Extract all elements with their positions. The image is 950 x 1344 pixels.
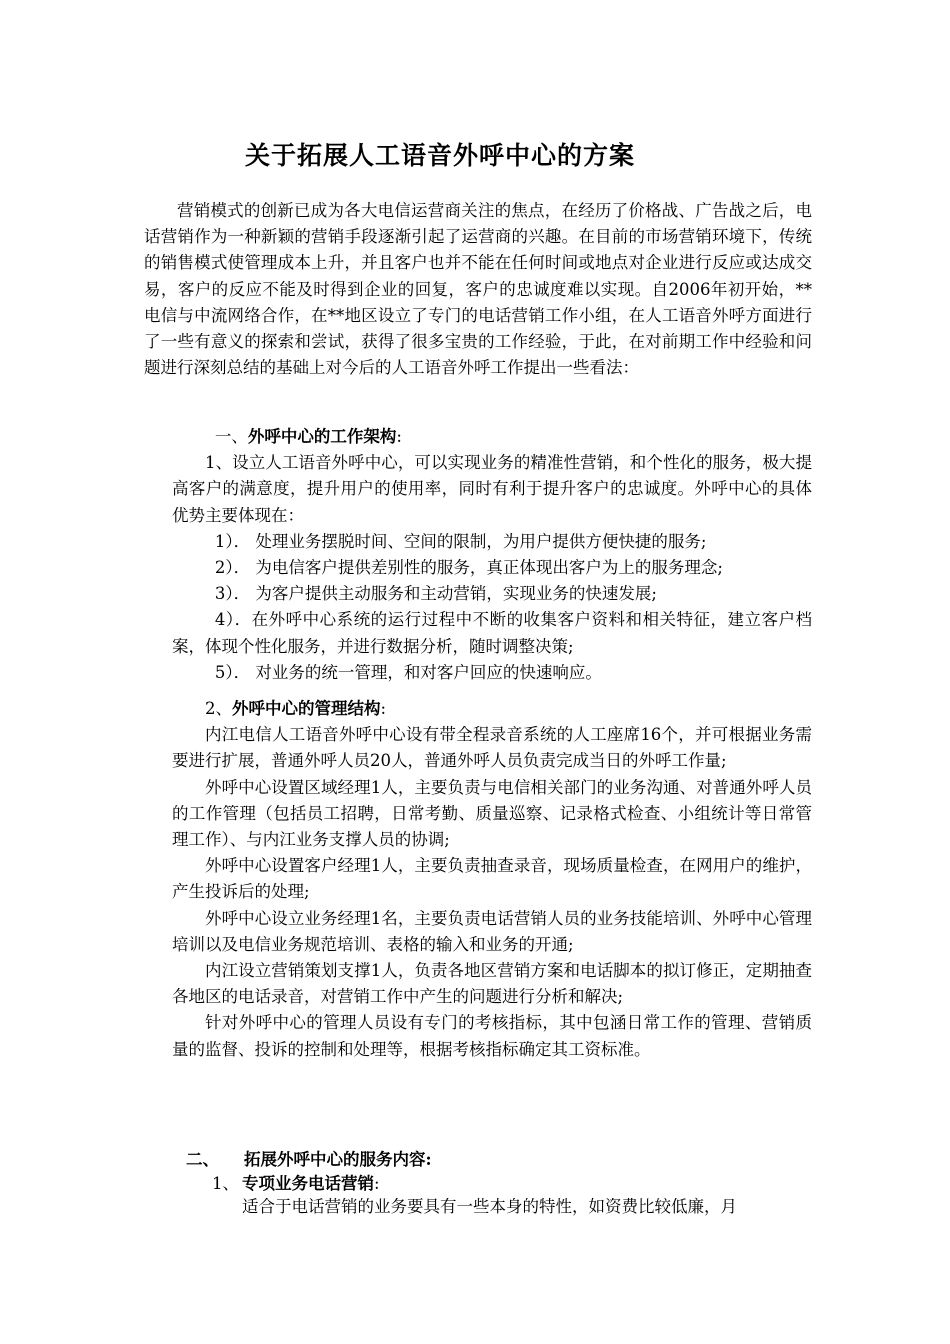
section-1b-heading-prefix: 2、 — [205, 699, 232, 718]
section-2-sub-number: 1、 — [212, 1174, 239, 1193]
section-1b — [172, 696, 812, 1063]
section-2-subheading — [212, 1170, 380, 1194]
list-item: 2）． 为电信客户提供差别性的服务，真正体现出客户为上的服务理念; — [214, 558, 723, 578]
document-title: 关于拓展人工语音外呼中心的方案 — [244, 141, 635, 170]
section-2-number: 二、 — [186, 1150, 219, 1169]
list-item: 3）． 为客户提供主动服务和主动营销，实现业务的快速发展; — [214, 584, 657, 604]
section-1b-paragraph: 外呼中心设置区域经理1人，主要负责与电信相关部门的业务沟通、对普通外呼人员的工作管理（包括员工招聘，日常考勤、质量巡察、记录格式检查、小组统计等日常管理工作）、与内江业务支撑人员的协调; — [172, 777, 812, 850]
section-2-heading-text: 拓展外呼中心的服务内容: — [244, 1150, 432, 1169]
section-2-heading — [186, 1146, 432, 1170]
section-1b-paragraph: 外呼中心设置客户经理1人，主要负责抽查录音，现场质量检查，在网用户的维护，产生投诉后的处理; — [172, 856, 812, 902]
section-1-paragraph: 1、设立人工语音外呼中心，可以实现业务的精准性营销，和个性化的服务，极大提高客户的满意度，提升用户的使用率，同时有利于提升客户的忠诚度。外呼中心的具体优势主要体现在： — [172, 453, 812, 525]
intro-paragraph: 营销模式的创新已成为各大电信运营商关注的焦点，在经历了价格战、广告战之后，电话营销作为一种新颖的营销手段逐渐引起了运营商的兴趣。在目前的市场营销环境下，传统的销售模式使管理成本上升，并且客户也并不能在任何时间或地点对企业进行反应或达成交易，客户的反应不能及时得到企业的回复，客户的忠诚度难以实现。自2006年初开始，**电信与中流网络合作，在**地区设立了专门的电话营销工作小组，在人工语音外呼方面进行了一些有意义的探索和尝试，获得了很多宝贵的工作经验，于此，在对前期工作中经验和问题进行深刻总结的基础上对今后的人工语音外呼工作提出一些看法： — [144, 201, 812, 378]
section-1 — [172, 424, 812, 686]
intro-section — [144, 198, 812, 381]
section-2-sub-text: 专项业务电话营销 — [242, 1174, 374, 1193]
section-1b-heading-colon: : — [380, 699, 387, 718]
section-1b-paragraph: 外呼中心设立业务经理1名，主要负责电话营销人员的业务技能培训、外呼中心管理培训以及电信业务规范培训、表格的输入和业务的开通; — [172, 908, 812, 954]
section-1b-heading — [172, 696, 812, 722]
section-1-heading-colon: : — [396, 427, 402, 446]
section-1b-paragraph: 内江设立营销策划支撑1人，负责各地区营销方案和电话脚本的拟订修正，定期抽查各地区的电话录音，对营销工作中产生的问题进行分析和解决; — [172, 961, 812, 1007]
section-1b-heading-text: 外呼中心的管理结构 — [232, 699, 381, 718]
section-1-heading-text: 外呼中心的工作架构 — [247, 427, 397, 446]
list-item: 5）． 对业务的统一管理，和对客户回应的快速响应。 — [214, 662, 602, 682]
section-1b-paragraph: 针对外呼中心的管理人员设有专门的考核指标，其中包涵日常工作的管理、营销质量的监督、投诉的控制和处理等，根据考核指标确定其工资标准。 — [172, 1013, 812, 1059]
section-1-heading — [172, 424, 812, 450]
section-2-sub-colon: : — [374, 1174, 380, 1193]
section-2-body: 适合于电话营销的业务要具有一些本身的特性，如资费比较低廉，月 — [242, 1197, 737, 1216]
section-1-heading-prefix: 一、 — [214, 427, 248, 446]
list-item: 1）． 处理业务摆脱时间、空间的限制，为用户提供方便快捷的服务; — [214, 531, 707, 551]
section-1b-paragraph: 内江电信人工语音外呼中心设有带全程录音系统的人工座席16个，并可根据业务需要进行扩展，普通外呼人员20人，普通外呼人员负责完成当日的外呼工作量; — [172, 725, 812, 771]
list-item: 4）．在外呼中心系统的运行过程中不断的收集客户资料和相关特征，建立客户档案，体现个性化服务，并进行数据分析，随时调整决策; — [172, 610, 812, 656]
